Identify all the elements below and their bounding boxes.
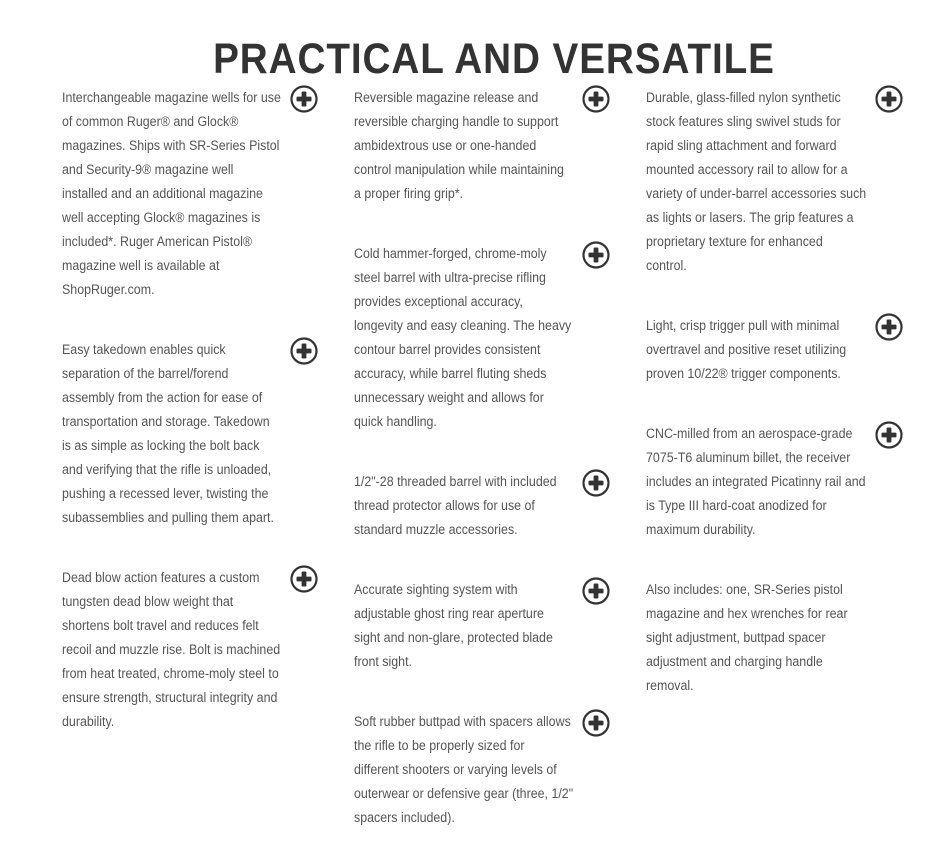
feature-text: Soft rubber buttpad with spacers allows the rifle to be properly sized for different shooters or varying levels of outerwear or defensive gear (three, 1/2" spacers included). xyxy=(354,714,574,825)
page-title: PRACTICAL AND VERSATILE xyxy=(213,34,775,83)
feature-magazine-wells xyxy=(62,86,300,302)
feature-takedown xyxy=(62,338,292,530)
feature-barrel xyxy=(354,242,590,434)
feature-text: Light, crisp trigger pull with minimal overtravel and positive reset utilizing proven 10/22® trigger components. xyxy=(646,318,847,381)
plus-circle-icon[interactable] xyxy=(582,469,610,497)
feature-stock xyxy=(646,86,885,278)
plus-circle-icon[interactable] xyxy=(582,577,610,605)
plus-circle-icon[interactable] xyxy=(290,565,318,593)
plus-circle-icon[interactable] xyxy=(875,421,903,449)
feature-receiver xyxy=(646,422,885,542)
feature-sighting-system xyxy=(354,578,570,674)
feature-text: Reversible magazine release and reversible charging handle to support ambidextrous use or one-handed control manipulation while maintaining a proper firing grip*. xyxy=(354,90,564,201)
feature-also-includes xyxy=(646,578,865,698)
feature-text: CNC-milled from an aerospace-grade 7075-T6 aluminum billet, the receiver includes an integrated Picatinny rail and is Type III hard-coat anodized for maximum durability. xyxy=(646,426,866,537)
feature-text: Accurate sighting system with adjustable ghost ring rear aperture sight and non-glare, protected blade front sight. xyxy=(354,582,553,669)
feature-dead-blow-action xyxy=(62,566,299,734)
feature-trigger xyxy=(646,314,864,386)
plus-circle-icon[interactable] xyxy=(582,241,610,269)
plus-circle-icon[interactable] xyxy=(875,85,903,113)
feature-buttpad xyxy=(354,710,592,830)
plus-circle-icon[interactable] xyxy=(582,709,610,737)
feature-threaded-barrel xyxy=(354,470,574,542)
feature-text: Interchangeable magazine wells for use of common Ruger® and Glock® magazines. Ships with SR-Series Pistol and Security-9® magazine well installed and an additional magazine well accepting Glock® magazines is included*. Ruger American Pistol® magazine well is available at ShopRuger.com. xyxy=(62,90,281,297)
plus-circle-icon[interactable] xyxy=(875,313,903,341)
feature-text: 1/2"-28 threaded barrel with included thread protector allows for use of standard muzzle accessories. xyxy=(354,474,557,537)
feature-text: Dead blow action features a custom tungsten dead blow weight that shortens bolt travel and reduces felt recoil and muzzle rise. Bolt is machined from heat treated, chrome-moly steel to ensure strength, structural integrity and durability. xyxy=(62,570,281,729)
feature-text: Durable, glass-filled nylon synthetic stock features sling swivel studs for rapid sling attachment and forward mounted accessory rail to allow for a variety of under-barrel accessories such as lights or lasers. The grip features a proprietary texture for enhanced control. xyxy=(646,90,867,273)
feature-text: Easy takedown enables quick separation of the barrel/forend assembly from the action for ease of transportation and storage. Takedown is as simple as locking the bolt back and verifying that the rifle is unloaded, pushing a recessed lever, twisting the subassemblies and pulling them apart. xyxy=(62,342,274,525)
plus-circle-icon[interactable] xyxy=(290,85,318,113)
plus-circle-icon[interactable] xyxy=(582,85,610,113)
feature-reversible-controls xyxy=(354,86,582,206)
feature-text: Also includes: one, SR-Series pistol magazine and hex wrenches for rear sight adjustment, buttpad spacer adjustment and charging handle removal. xyxy=(646,582,848,693)
plus-circle-icon[interactable] xyxy=(290,337,318,365)
feature-text: Cold hammer-forged, chrome-moly steel barrel with ultra-precise rifling provides exceptional accuracy, longevity and easy cleaning. The heavy contour barrel provides consistent accuracy, while barrel fluting sheds unnecessary weight and allows for quick handling. xyxy=(354,246,572,429)
